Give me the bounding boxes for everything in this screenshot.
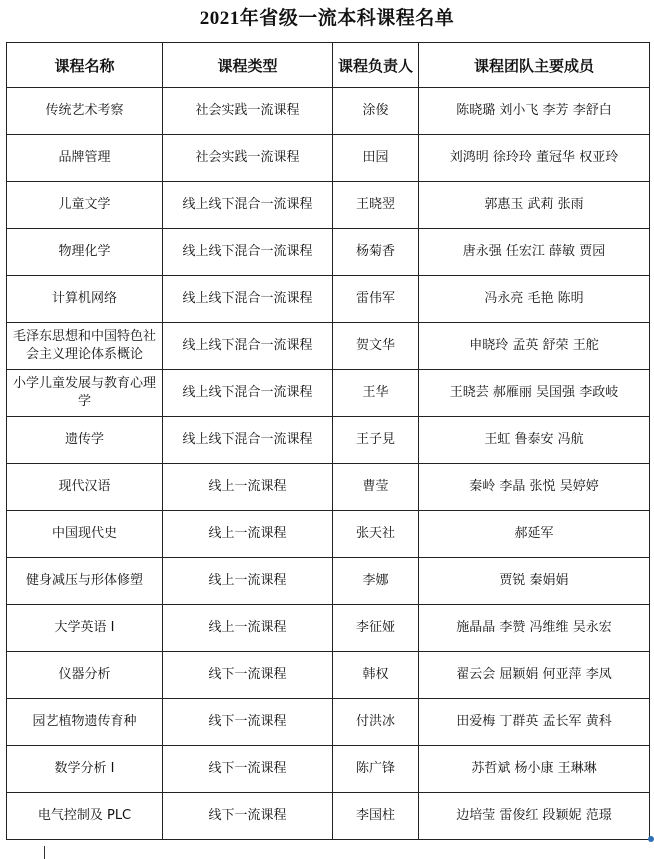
- cell-course-lead: 贺文华: [333, 323, 419, 370]
- table-row: [7, 464, 650, 511]
- cell-course-type: 线上线下混合一流课程: [163, 370, 333, 417]
- cell-course-lead: 李娜: [333, 558, 419, 605]
- cell-team-members: 郭惠玉 武莉 张雨: [419, 182, 650, 229]
- table-row: [7, 417, 650, 464]
- cell-course-type: 线下一流课程: [163, 699, 333, 746]
- table-row: [7, 652, 650, 699]
- cell-course-name: 电气控制及 PLC: [7, 793, 163, 840]
- cell-course-name: 传统艺术考察: [7, 88, 163, 135]
- document-title: 2021年省级一流本科课程名单: [199, 8, 455, 29]
- cell-team-members: 刘鸿明 徐玲玲 董冠华 权亚玲: [419, 135, 650, 182]
- cell-team-members: 王晓芸 郝雁丽 吴国强 李政岐: [419, 370, 650, 417]
- cell-team-members: 贾锐 秦娟娟: [419, 558, 650, 605]
- cell-course-name: 园艺植物遗传育种: [7, 699, 163, 746]
- cell-course-lead: 张天社: [333, 511, 419, 558]
- cell-course-type: 线上线下混合一流课程: [163, 229, 333, 276]
- cell-team-members: 冯永亮 毛艳 陈明: [419, 276, 650, 323]
- cell-team-members: 苏哲斌 杨小康 王琳琳: [419, 746, 650, 793]
- table-row: [7, 370, 650, 417]
- cell-team-members: 陈晓璐 刘小飞 李芳 李舒白: [419, 88, 650, 135]
- cell-course-lead: 王晓翌: [333, 182, 419, 229]
- table-header: [7, 43, 650, 88]
- cell-course-type: 社会实践一流课程: [163, 135, 333, 182]
- cell-course-name: 儿童文学: [7, 182, 163, 229]
- header-course-name: 课程名称: [7, 43, 163, 88]
- cell-course-type: 线上线下混合一流课程: [163, 276, 333, 323]
- table-row: [7, 558, 650, 605]
- cell-course-type: 线上线下混合一流课程: [163, 417, 333, 464]
- cell-course-type: 线下一流课程: [163, 746, 333, 793]
- header-course-type: 课程类型: [163, 43, 333, 88]
- cell-course-name: 计算机网络: [7, 276, 163, 323]
- page-edge-marker: [44, 846, 45, 859]
- cell-team-members: 翟云会 屈颖娟 何亚萍 李凤: [419, 652, 650, 699]
- cell-course-lead: 陈广锋: [333, 746, 419, 793]
- table-row: [7, 182, 650, 229]
- resize-handle[interactable]: [648, 836, 654, 842]
- cell-course-lead: 韩权: [333, 652, 419, 699]
- cell-course-type: 线上一流课程: [163, 605, 333, 652]
- cell-course-type: 线下一流课程: [163, 793, 333, 840]
- header-row: [7, 43, 650, 88]
- table-row: [7, 88, 650, 135]
- cell-course-type: 线上线下混合一流课程: [163, 323, 333, 370]
- cell-course-name: 毛泽东思想和中国特色社会主义理论体系概论: [7, 323, 163, 370]
- cell-course-name: 健身减压与形体修塑: [7, 558, 163, 605]
- cell-course-type: 线上线下混合一流课程: [163, 182, 333, 229]
- cell-course-lead: 李国柱: [333, 793, 419, 840]
- course-table: [6, 42, 650, 840]
- cell-course-name: 仪器分析: [7, 652, 163, 699]
- cell-team-members: 王虹 鲁泰安 冯航: [419, 417, 650, 464]
- cell-course-name: 数学分析 I: [7, 746, 163, 793]
- table-row: [7, 793, 650, 840]
- cell-team-members: 边培莹 雷俊红 段颖妮 范璟: [419, 793, 650, 840]
- cell-course-lead: 涂俊: [333, 88, 419, 135]
- cell-team-members: 秦岭 李晶 张悦 吴婷婷: [419, 464, 650, 511]
- table-row: [7, 511, 650, 558]
- cell-team-members: 郝延军: [419, 511, 650, 558]
- cell-course-name: 品牌管理: [7, 135, 163, 182]
- cell-course-name: 遗传学: [7, 417, 163, 464]
- cell-course-lead: 李征娅: [333, 605, 419, 652]
- table-row: [7, 135, 650, 182]
- cell-course-name: 物理化学: [7, 229, 163, 276]
- cell-team-members: 田爱梅 丁群英 孟长军 黄科: [419, 699, 650, 746]
- cell-course-type: 线上一流课程: [163, 511, 333, 558]
- header-team-members: 课程团队主要成员: [419, 43, 650, 88]
- cell-course-type: 社会实践一流课程: [163, 88, 333, 135]
- cell-course-lead: 王华: [333, 370, 419, 417]
- table-row: [7, 323, 650, 370]
- cell-course-name: 中国现代史: [7, 511, 163, 558]
- table-row: [7, 699, 650, 746]
- cell-course-type: 线下一流课程: [163, 652, 333, 699]
- cell-team-members: 唐永强 任宏江 薛敏 贾园: [419, 229, 650, 276]
- table-row: [7, 229, 650, 276]
- cell-course-lead: 杨菊香: [333, 229, 419, 276]
- cell-course-type: 线上一流课程: [163, 558, 333, 605]
- cell-team-members: 申晓玲 孟英 舒荣 王舵: [419, 323, 650, 370]
- cell-course-lead: 雷伟军: [333, 276, 419, 323]
- cell-course-lead: 田园: [333, 135, 419, 182]
- table-row: [7, 605, 650, 652]
- cell-course-name: 大学英语 I: [7, 605, 163, 652]
- table-row: [7, 276, 650, 323]
- cell-course-type: 线上一流课程: [163, 464, 333, 511]
- cell-course-name: 小学儿童发展与教育心理学: [7, 370, 163, 417]
- cell-course-name: 现代汉语: [7, 464, 163, 511]
- cell-course-lead: 王子見: [333, 417, 419, 464]
- cell-course-lead: 付洪冰: [333, 699, 419, 746]
- cell-course-lead: 曹莹: [333, 464, 419, 511]
- table-row: [7, 746, 650, 793]
- cell-team-members: 施晶晶 李赞 冯维维 吴永宏: [419, 605, 650, 652]
- table-body: [7, 88, 650, 840]
- header-course-lead: 课程负责人: [333, 43, 419, 88]
